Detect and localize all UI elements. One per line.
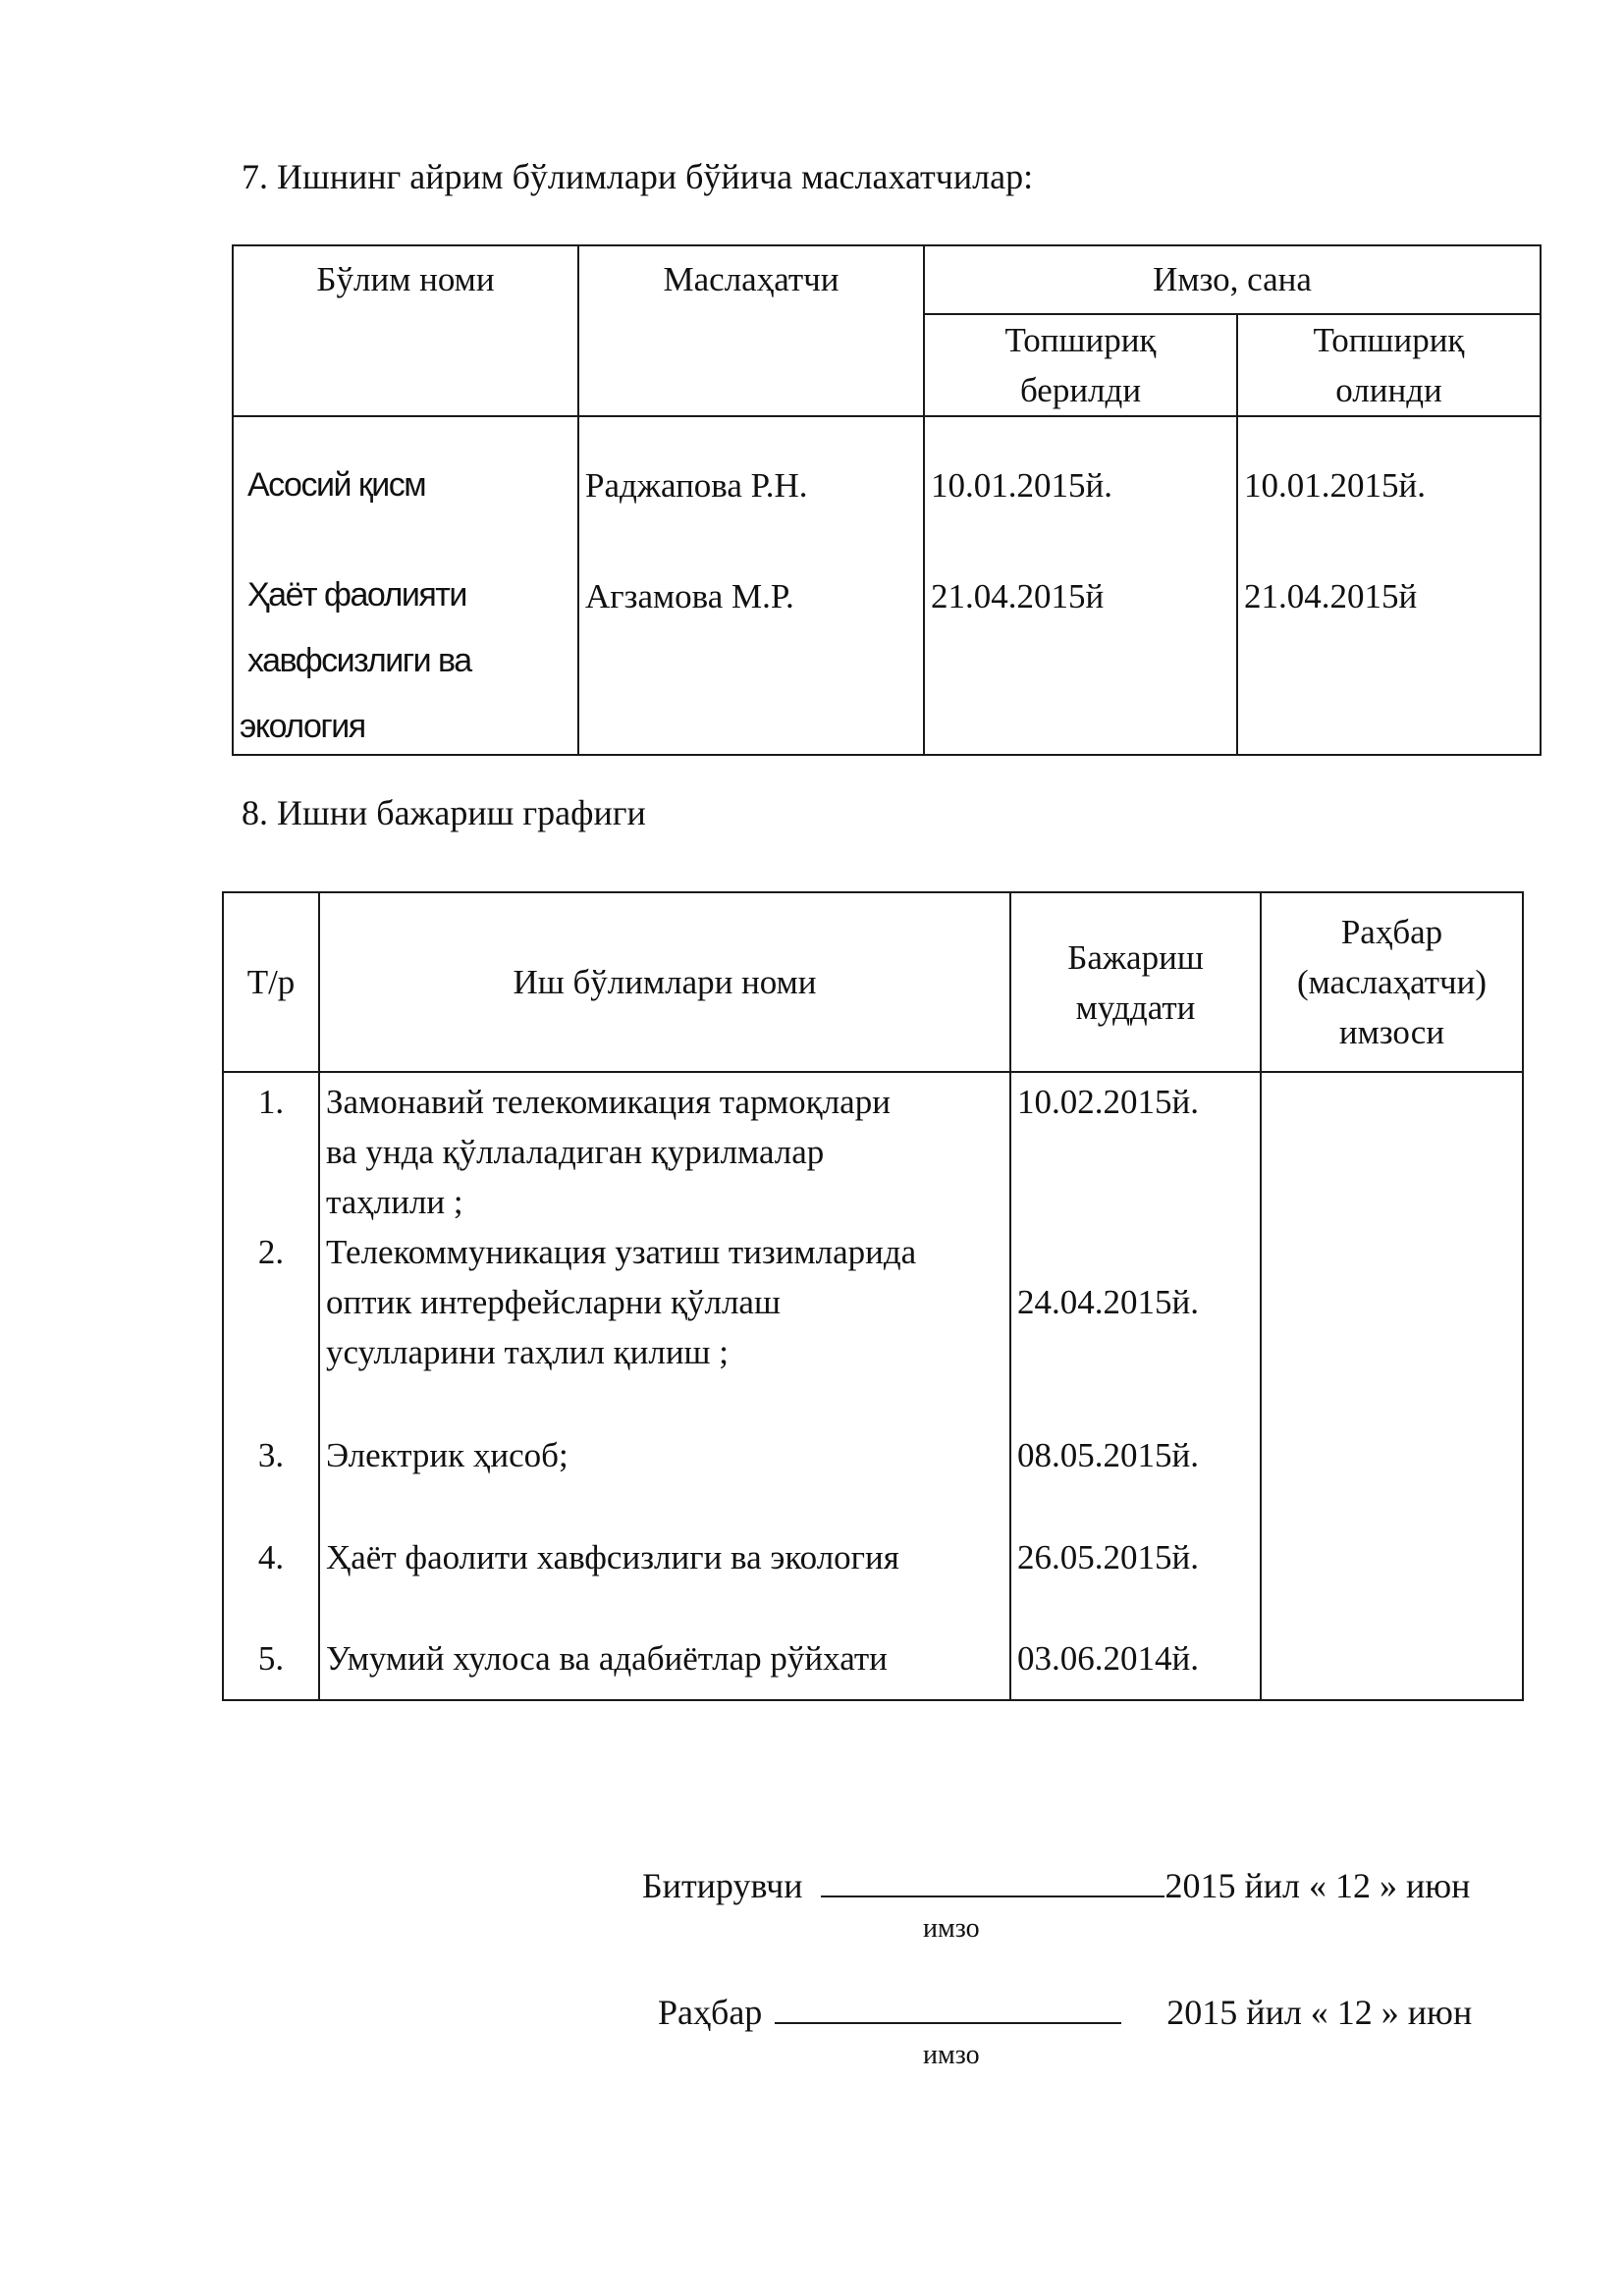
row2-name-line3: усулларини таҳлил қилиш ; [326, 1333, 729, 1371]
cell-received-dates [1237, 416, 1541, 755]
table-row [223, 1072, 1523, 1700]
row1-name-line1: Замонавий телекомикация тармоқлари [326, 1083, 891, 1121]
row2-section-line3: экология [240, 708, 365, 745]
row-num-2: 2. [257, 1233, 285, 1271]
graduate-date: 2015 йил « 12 » июн [1164, 1866, 1471, 1905]
header-task-received-line1: Топшириқ [1313, 321, 1465, 359]
row5-date: 03.06.2014й. [1017, 1639, 1199, 1678]
cell-numbers [223, 1072, 319, 1700]
row1-name-line2: ва унда қўллаладиган қурилмалар [326, 1133, 825, 1171]
row-num-4: 4. [257, 1538, 285, 1576]
graduate-signature-line [642, 1865, 1470, 1906]
row4-name: Ҳаёт фаолити хавфсизлиги ва экология [326, 1538, 899, 1576]
section8-heading: 8. Ишни бажариш графиги [242, 793, 646, 832]
row2-received: 21.04.2015й [1244, 577, 1418, 615]
supervisor-date: 2015 йил « 12 » июн [1166, 1993, 1473, 2032]
row2-name-line1: Телекоммуникация узатиш тизимларида [326, 1233, 917, 1271]
row3-date: 08.05.2015й. [1017, 1436, 1199, 1474]
header-supervisor-line1: Раҳбар [1340, 913, 1443, 951]
row2-consultant: Агзамова М.Р. [585, 577, 794, 615]
cell-dates [1010, 1072, 1261, 1700]
row2-section-line1: Ҳаёт фаолияти [247, 576, 466, 614]
header-task-received [1237, 314, 1541, 416]
header-num: Т/р [223, 892, 319, 1072]
row-num-5: 5. [257, 1639, 285, 1678]
graduate-signature-blank[interactable] [821, 1890, 1164, 1897]
header-section-name: Бўлим номи [233, 245, 578, 416]
header-supervisor [1261, 892, 1523, 1072]
header-supervisor-line2: (маслаҳатчи) [1296, 963, 1488, 1001]
header-task-received-line2: олинди [1335, 371, 1442, 409]
row1-section: Асосий қисм [247, 466, 426, 504]
cell-names [319, 1072, 1010, 1700]
graduate-sign-caption: имзо [923, 1913, 980, 1944]
header-task-given [924, 314, 1237, 416]
header-task-given-line1: Топшириқ [1004, 321, 1157, 359]
consultants-table [232, 244, 1542, 756]
row4-date: 26.05.2015й. [1017, 1538, 1199, 1576]
header-deadline-line2: муддати [1075, 988, 1196, 1027]
row2-date: 24.04.2015й. [1017, 1283, 1199, 1321]
cell-given-dates [924, 416, 1237, 755]
row2-name [326, 1227, 916, 1377]
cell-consultants [578, 416, 924, 755]
cell-sections [233, 416, 578, 755]
header-name: Иш бўлимлари номи [319, 892, 1010, 1072]
row1-given: 10.01.2015й. [931, 466, 1112, 505]
header-deadline-line1: Бажариш [1067, 937, 1204, 977]
header-sign-date: Имзо, сана [924, 245, 1541, 314]
header-consultant: Маслаҳатчи [578, 245, 924, 416]
row1-date: 10.02.2015й. [1017, 1083, 1199, 1121]
row3-name: Электрик ҳисоб; [326, 1436, 568, 1474]
row2-section-line2: хавфсизлиги ва [247, 642, 471, 679]
row1-consultant: Раджапова Р.Н. [585, 466, 808, 505]
row1-name [326, 1077, 891, 1227]
table-row [233, 416, 1541, 755]
supervisor-signature-line [658, 1992, 1472, 2033]
schedule-table [222, 891, 1524, 1701]
header-deadline [1010, 892, 1261, 1072]
section7-heading: 7. Ишнинг айрим бўлимлари бўйича маслахатчилар: [242, 157, 1034, 196]
graduate-label: Битирувчи [642, 1866, 803, 1905]
row2-given: 21.04.2015й [931, 577, 1105, 615]
row1-received: 10.01.2015й. [1244, 466, 1426, 505]
header-supervisor-line3: имзоси [1338, 1013, 1445, 1051]
row2-name-line2: оптик интерфейсларни қўллаш [326, 1283, 781, 1321]
row-num-1: 1. [257, 1083, 285, 1121]
supervisor-label: Раҳбар [658, 1993, 763, 2032]
row5-name: Умумий хулоса ва адабиётлар рўйхати [326, 1639, 888, 1678]
row-num-3: 3. [257, 1436, 285, 1474]
row1-name-line3: таҳлили ; [326, 1183, 463, 1221]
supervisor-signature-blank[interactable] [775, 2016, 1121, 2024]
supervisor-sign-caption: имзо [923, 2040, 980, 2070]
cell-supervisor-signatures [1261, 1072, 1523, 1700]
header-task-given-line2: берилди [1019, 371, 1142, 409]
